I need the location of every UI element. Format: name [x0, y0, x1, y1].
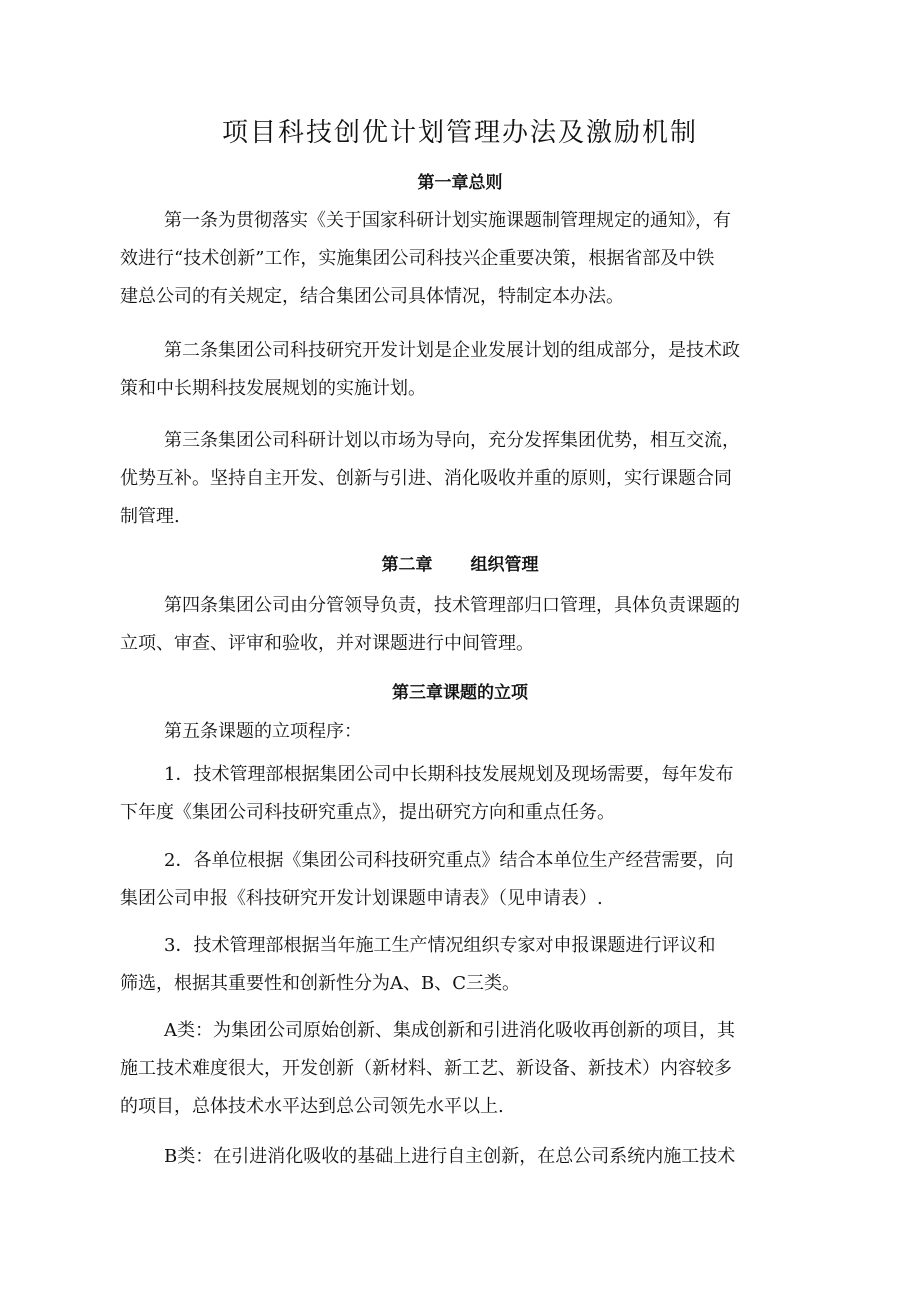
article-3-line: 制管理. [120, 506, 180, 527]
procedure-item-1-line: 1．技术管理部根据集团公司中长期科技发展规划及现场需要，每年发布 [164, 764, 734, 785]
article-2 [120, 332, 810, 408]
procedure-item-3-line: 3．技术管理部根据当年施工生产情况组织专家对申报课题进行评议和 [164, 935, 716, 956]
procedure-item-1 [120, 756, 810, 832]
article-1-line: 第一条为贯彻落实《关于国家科研计划实施课题制管理规定的通知》，有 [164, 210, 731, 231]
article-5 [120, 713, 810, 751]
chapter-2-number: 第二章 [381, 555, 433, 575]
article-3 [120, 422, 810, 536]
article-1-line: 效进行“技术创新”工作，实施集团公司科技兴企重要决策，根据省部及中铁 [120, 248, 715, 269]
class-b-description [120, 1138, 810, 1176]
class-a-line: A类：为集团公司原始创新、集成创新和引进消化吸收再创新的项目，其 [164, 1020, 735, 1041]
article-1-line: 建总公司的有关规定，结合集团公司具体情况，特制定本办法。 [120, 286, 624, 307]
article-2-line: 第二条集团公司科技研究开发计划是企业发展计划的组成部分，是技术政 [164, 340, 740, 361]
chapter-2-name: 组织管理 [470, 555, 539, 575]
article-4-line: 立项、审查、评审和验收，并对课题进行中间管理。 [120, 633, 534, 654]
article-2-line: 策和中长期科技发展规划的实施计划。 [120, 378, 426, 399]
procedure-item-1-line: 下年度《集团公司科技研究重点》，提出研究方向和重点任务。 [120, 802, 615, 823]
article-1 [120, 202, 810, 316]
article-4-line: 第四条集团公司由分管领导负责，技术管理部归口管理，具体负责课题的 [164, 595, 740, 616]
article-3-line: 第三条集团公司科研计划以市场为导向，充分发挥集团优势，相互交流， [164, 430, 740, 451]
procedure-item-3 [120, 927, 810, 1003]
article-3-line: 优势互补。坚持自主开发、创新与引进、消化吸收并重的原则，实行课题合同 [120, 468, 732, 489]
procedure-item-2-line: 集团公司申报《科技研究开发计划课题申请表》（见申请表）. [120, 888, 603, 909]
class-b-line: B类：在引进消化吸收的基础上进行自主创新，在总公司系统内施工技术 [164, 1146, 736, 1167]
chapter-3-heading: 第三章课题的立项 [392, 683, 528, 703]
class-a-line: 的项目，总体技术水平达到总公司领先水平以上. [120, 1096, 504, 1117]
article-4 [120, 587, 810, 663]
document-title: 项目科技创优计划管理办法及激励机制 [221, 118, 698, 148]
procedure-item-3-line: 筛选，根据其重要性和创新性分为A、B、C三类。 [120, 973, 520, 994]
article-5-line: 第五条课题的立项程序： [164, 721, 362, 742]
procedure-item-2-line: 2．各单位根据《集团公司科技研究重点》结合本单位生产经营需要，向 [164, 850, 734, 871]
procedure-item-2 [120, 842, 810, 918]
chapter-2-heading [0, 550, 920, 575]
class-a-description [120, 1012, 810, 1126]
chapter-1-heading: 第一章总则 [417, 173, 503, 193]
class-a-line: 施工技术难度很大，开发创新（新材料、新工艺、新设备、新技术）内容较多 [120, 1058, 732, 1079]
